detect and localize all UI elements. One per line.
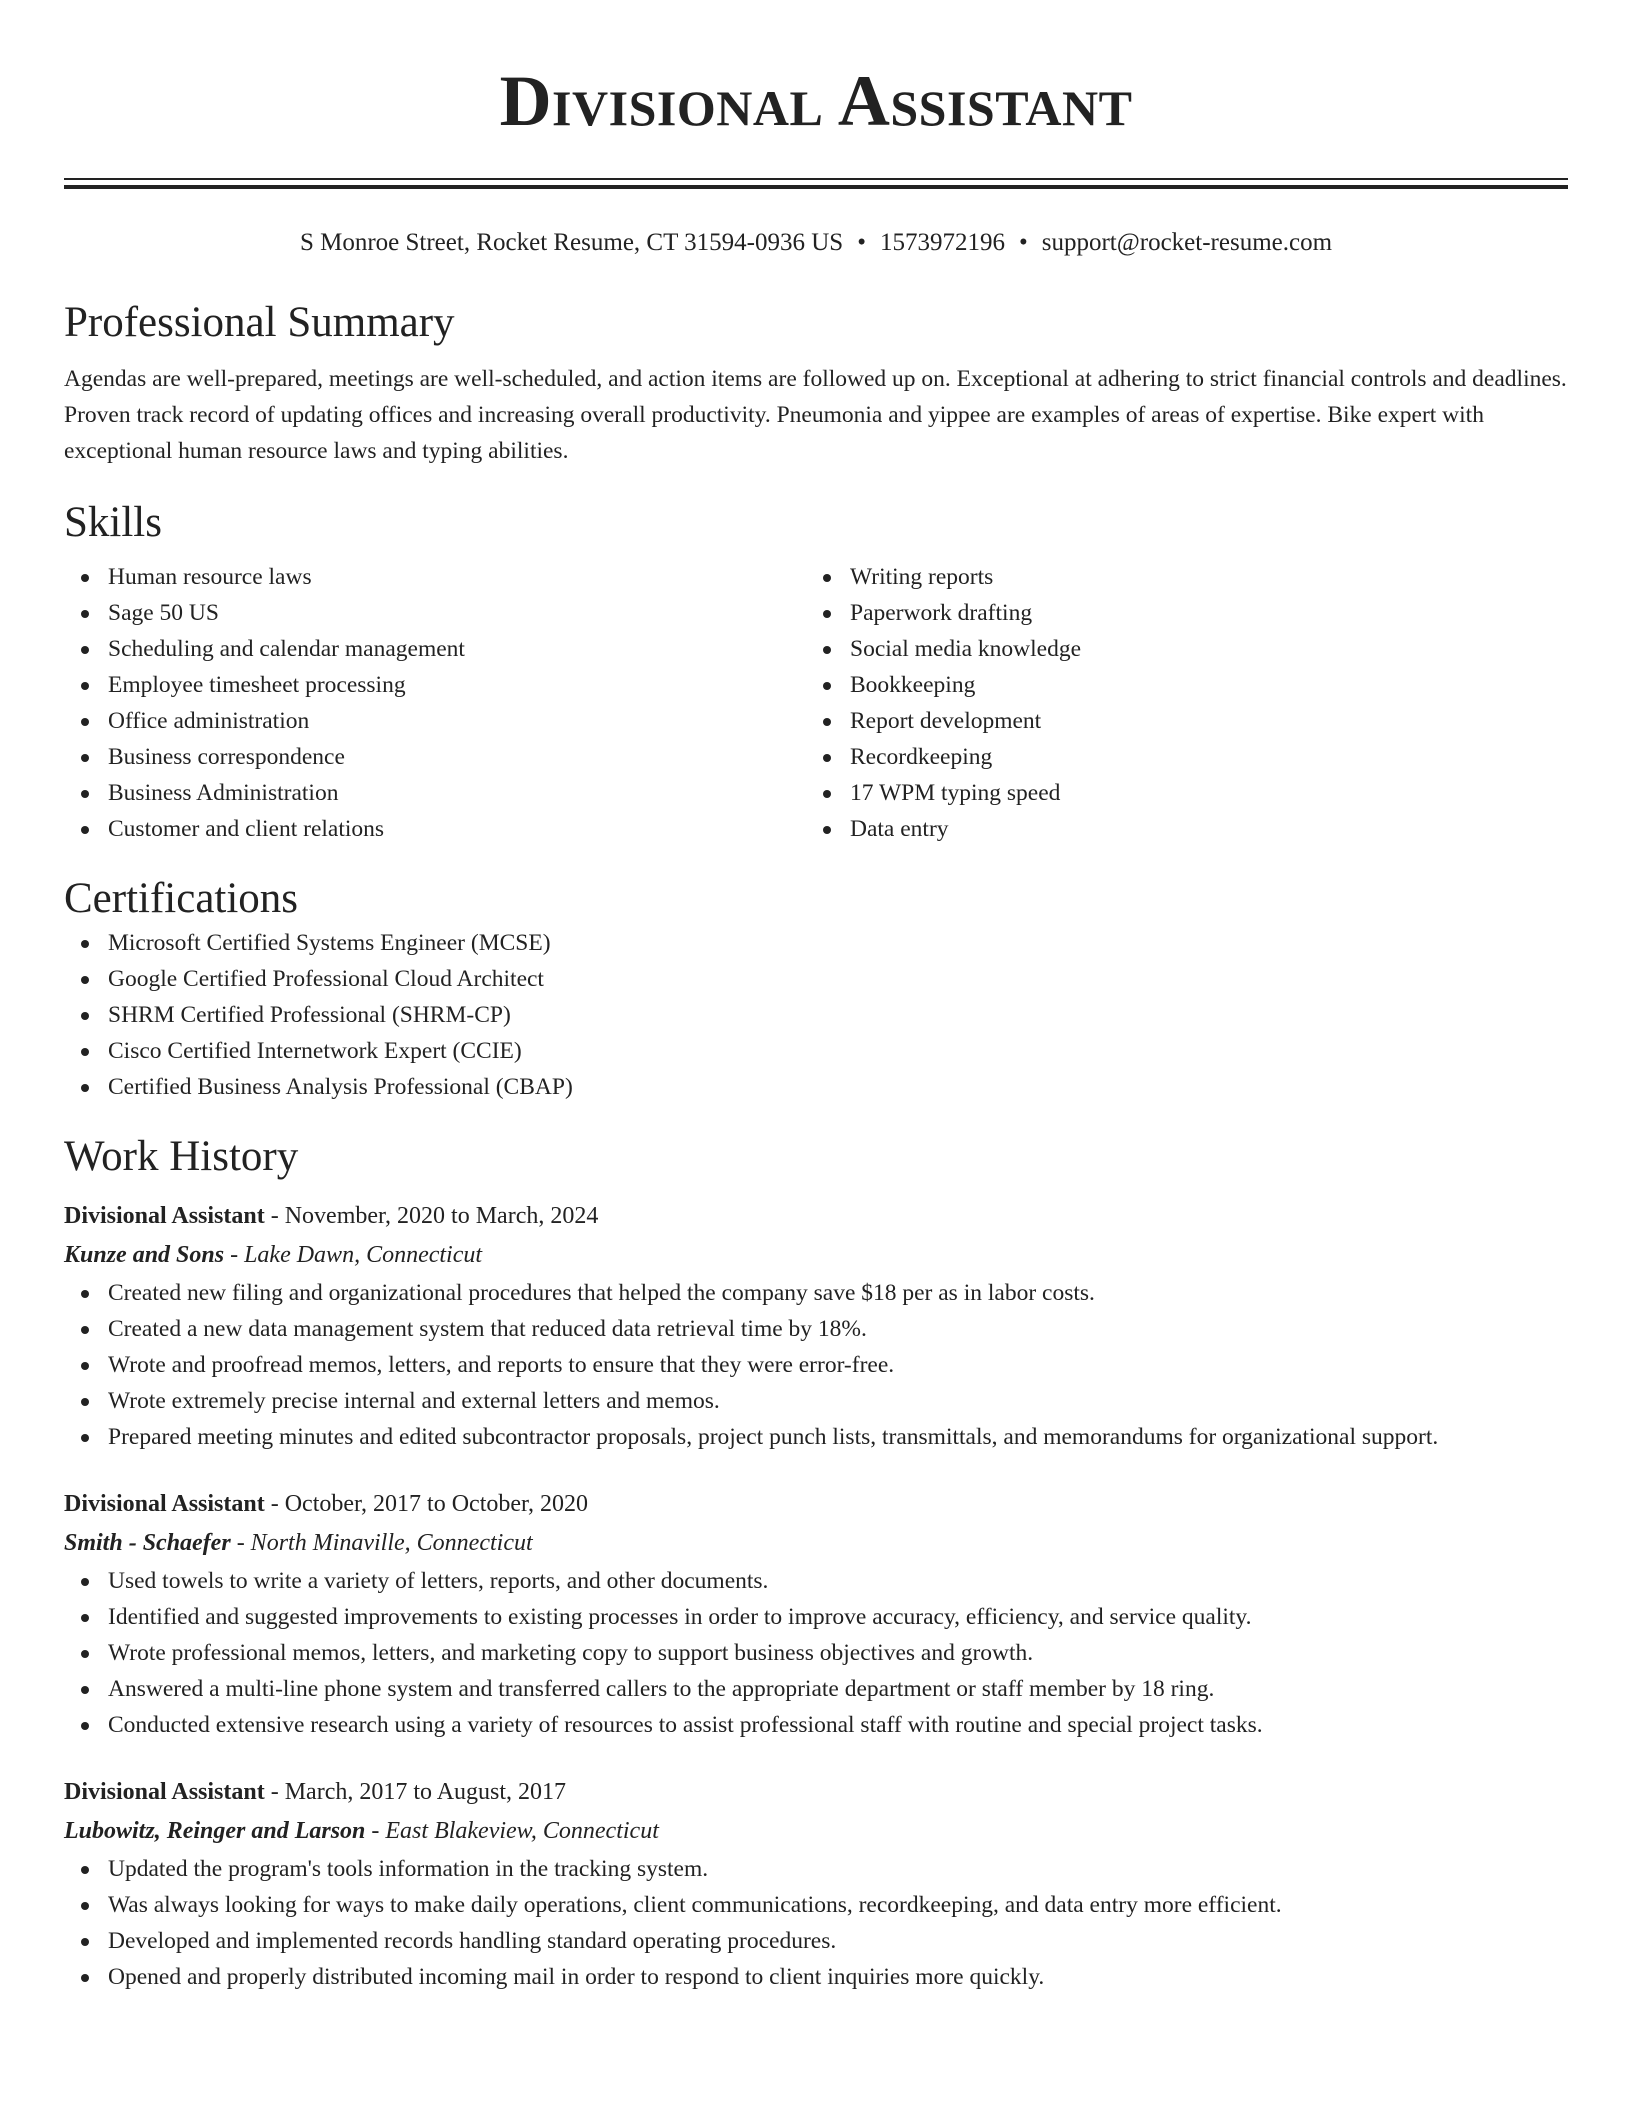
skill-item: Business correspondence — [64, 739, 806, 775]
job-dates: - March, 2017 to August, 2017 — [264, 1779, 567, 1805]
job-title-line — [64, 1773, 1568, 1811]
job-company: Lubowitz, Reinger and Larson — [64, 1818, 366, 1844]
job-location: - East Blakeview, Connecticut — [365, 1818, 659, 1844]
skill-item: Office administration — [64, 703, 806, 739]
skill-item: Paperwork drafting — [806, 595, 1548, 631]
contact-address: S Monroe Street, Rocket Resume, CT 31594-0936 US — [299, 229, 844, 256]
job-company: Kunze and Sons — [64, 1242, 225, 1268]
job-duty: Answered a multi-line phone system and transferred callers to the appropriate department or staff member by 18 ring. — [64, 1671, 1568, 1707]
job-location: - Lake Dawn, Connecticut — [224, 1242, 483, 1268]
skill-item: Human resource laws — [64, 559, 806, 595]
certification-item: SHRM Certified Professional (SHRM-CP) — [64, 997, 1568, 1033]
skill-item: Writing reports — [806, 559, 1548, 595]
job-duty: Created a new data management system that reduced data retrieval time by 18%. — [64, 1311, 1568, 1347]
skill-item: 17 WPM typing speed — [806, 775, 1548, 811]
title-double-rule — [64, 178, 1568, 189]
job-duty: Updated the program's tools information in the tracking system. — [64, 1851, 1568, 1887]
job-entry — [64, 1773, 1568, 1995]
job-duty: Created new filing and organizational procedures that helped the company save $18 per as in labor costs. — [64, 1275, 1568, 1311]
job-dates: - October, 2017 to October, 2020 — [264, 1491, 589, 1517]
contact-email: support@rocket-resume.com — [1041, 229, 1333, 256]
skill-item: Sage 50 US — [64, 595, 806, 631]
skills-list — [64, 559, 1568, 847]
job-duty: Opened and properly distributed incoming mail in order to respond to client inquiries more quickly. — [64, 1959, 1568, 1995]
job-entry — [64, 1485, 1568, 1743]
contact-separator: • — [857, 229, 866, 256]
job-role: Divisional Assistant — [64, 1491, 265, 1517]
skill-item: Data entry — [806, 811, 1548, 847]
job-duties-list — [64, 1275, 1568, 1455]
contact-phone: 1573972196 — [879, 229, 1005, 256]
skill-item: Customer and client relations — [64, 811, 806, 847]
job-duty: Wrote and proofread memos, letters, and reports to ensure that they were error-free. — [64, 1347, 1568, 1383]
skill-item: Report development — [806, 703, 1548, 739]
contact-line — [64, 227, 1568, 259]
job-duty: Wrote extremely precise internal and external letters and memos. — [64, 1383, 1568, 1419]
job-duty: Identified and suggested improvements to existing processes in order to improve accuracy, efficiency, and service quality. — [64, 1599, 1568, 1635]
skill-item: Bookkeeping — [806, 667, 1548, 703]
job-company-line — [64, 1811, 1568, 1851]
summary-heading: Professional Summary — [64, 299, 455, 346]
certification-item: Microsoft Certified Systems Engineer (MCSE) — [64, 925, 1568, 961]
skill-item: Scheduling and calendar management — [64, 631, 806, 667]
job-duty: Developed and implemented records handling standard operating procedures. — [64, 1923, 1568, 1959]
summary-text: Agendas are well-prepared, meetings are well-scheduled, and action items are followed up on. Exceptional at adhering to strict financial controls and deadlines. Proven track record of updating offices and increasing overall productivity. Pneumonia and yippee are examples of areas of expertise. Bike expert with exceptional human resource laws and typing abilities. — [64, 366, 1567, 464]
skill-item: Social media knowledge — [806, 631, 1548, 667]
job-role: Divisional Assistant — [64, 1779, 265, 1805]
job-title-line — [64, 1197, 1568, 1235]
job-company: Smith - Schaefer — [64, 1530, 231, 1556]
job-location: - North Minaville, Connecticut — [230, 1530, 533, 1556]
certification-item: Certified Business Analysis Professional (CBAP) — [64, 1069, 1568, 1105]
certification-item: Cisco Certified Internetwork Expert (CCIE) — [64, 1033, 1568, 1069]
work-history-heading: Work History — [64, 1133, 299, 1180]
certifications-list — [64, 925, 1568, 1105]
job-duty: Prepared meeting minutes and edited subcontractor proposals, project punch lists, transmittals, and memorandums for organizational support. — [64, 1419, 1568, 1455]
job-title-line — [64, 1485, 1568, 1523]
job-duty: Conducted extensive research using a variety of resources to assist professional staff with routine and special project tasks. — [64, 1707, 1568, 1743]
skill-item: Business Administration — [64, 775, 806, 811]
skills-column-right — [806, 559, 1548, 847]
resume-title: Divisional Assistant — [499, 61, 1133, 141]
job-role: Divisional Assistant — [64, 1203, 265, 1229]
job-duty: Wrote professional memos, letters, and marketing copy to support business objectives and growth. — [64, 1635, 1568, 1671]
job-duties-list — [64, 1563, 1568, 1743]
skills-heading: Skills — [64, 499, 162, 546]
job-entry — [64, 1197, 1568, 1455]
job-company-line — [64, 1235, 1568, 1275]
job-dates: - November, 2020 to March, 2024 — [264, 1203, 599, 1229]
skill-item: Employee timesheet processing — [64, 667, 806, 703]
job-duty: Was always looking for ways to make daily operations, client communications, recordkeeping, and data entry more efficient. — [64, 1887, 1568, 1923]
skills-column-left — [64, 559, 806, 847]
contact-separator: • — [1018, 229, 1028, 256]
skill-item: Recordkeeping — [806, 739, 1548, 775]
certifications-heading: Certifications — [64, 875, 299, 922]
job-company-line — [64, 1523, 1568, 1563]
certification-item: Google Certified Professional Cloud Architect — [64, 961, 1568, 997]
job-duty: Used towels to write a variety of letters, reports, and other documents. — [64, 1563, 1568, 1599]
job-duties-list — [64, 1851, 1568, 1995]
